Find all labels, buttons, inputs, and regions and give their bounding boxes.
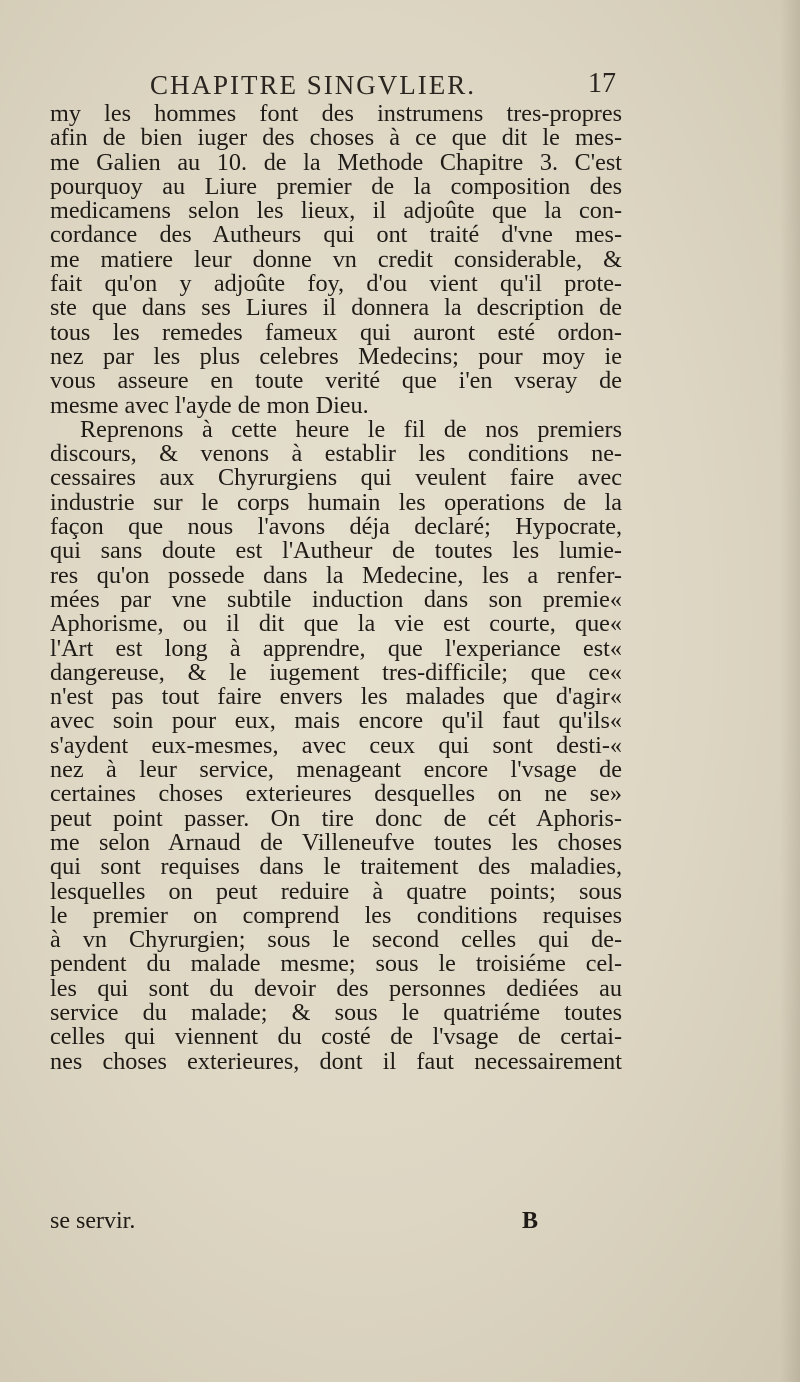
text-line: s'aydent eux-mesmes, avec ceux qui sont desti-« — [50, 731, 622, 759]
text-line: fait qu'on y adjoûte foy, d'ou vient qu'il prote- — [50, 270, 622, 298]
text-line: le premier on comprend les conditions requises — [50, 901, 622, 929]
text-line: me matiere leur donne vn credit considerable, & — [50, 245, 622, 273]
text-line: certaines choses exterieures desquelles on ne se» — [50, 780, 622, 808]
text-line: vous asseure en toute verité que i'en vseray de — [50, 367, 622, 395]
text-line: Reprenons à cette heure le fil de nos premiers — [80, 415, 622, 443]
text-line: discours, & venons à establir les conditions ne- — [50, 440, 622, 468]
text-line: my les hommes font des instrumens tres-propres — [50, 100, 622, 127]
text-line: l'Art est long à apprendre, que l'experiance est« — [50, 634, 622, 662]
body-text — [50, 102, 622, 1074]
text-line: nez par les plus celebres Medecins; pour moy ie — [50, 342, 622, 370]
text-line: Aphorisme, ou il dit que la vie est courte, que« — [50, 610, 622, 638]
text-line: nes choses exterieures, dont il faut necessairement — [50, 1047, 622, 1075]
text-line: nez à leur service, menageant encore l'vsage de — [50, 756, 622, 784]
closing-row — [50, 1208, 622, 1236]
paragraph — [50, 102, 622, 418]
text-line: celles qui viennent du costé de l'vsage de certai- — [50, 1023, 622, 1051]
text-line: mées par vne subtile induction dans son premie« — [50, 585, 622, 613]
text-line: me selon Arnaud de Villeneufve toutes les choses — [50, 828, 622, 856]
text-line: medicamens selon les lieux, il adjoûte que la con- — [50, 197, 622, 225]
text-line: qui sont requises dans le traitement des maladies, — [50, 853, 622, 881]
text-line: mesme avec l'ayde de mon Dieu. — [50, 391, 369, 419]
text-line: pourquoy au Liure premier de la composition des — [50, 172, 622, 200]
text-line: à vn Chyrurgien; sous le second celles qui de- — [50, 926, 622, 954]
text-line: service du malade; & sous le quatriéme toutes — [50, 998, 622, 1026]
text-line: n'est pas tout faire envers les malades que d'agir« — [50, 683, 622, 711]
text-line: façon que nous l'avons déja declaré; Hypocrate, — [50, 513, 622, 541]
paragraph — [50, 415, 622, 1075]
text-line: lesquelles on peut reduire à quatre points; sous — [50, 877, 622, 905]
text-line: afin de bien iuger des choses à ce que dit le mes- — [50, 124, 622, 152]
text-line: peut point passer. On tire donc de cét Aphoris- — [50, 804, 622, 832]
text-line: qui sans doute est l'Autheur de toutes les lumie- — [50, 537, 622, 565]
signature-mark: B — [522, 1208, 539, 1234]
text-line: tous les remedes fameux qui auront esté ordon- — [50, 318, 622, 346]
text-line: cordance des Autheurs qui ont traité d'vne mes- — [50, 221, 622, 249]
text-line: ste que dans ses Liures il donnera la description de — [50, 294, 622, 322]
text-line: avec soin pour eux, mais encore qu'il faut qu'ils« — [50, 707, 622, 735]
text-line: res qu'on possede dans la Medecine, les a renfer- — [50, 561, 622, 589]
text-line: les qui sont du devoir des personnes dediées au — [50, 974, 622, 1002]
text-line: industrie sur le corps humain les operations de la — [50, 488, 622, 516]
text-line: pendent du malade mesme; sous le troisiéme cel- — [50, 950, 622, 978]
text-line: cessaires aux Chyrurgiens qui veulent faire avec — [50, 464, 622, 492]
text-line: dangereuse, & le iugement tres-difficile; que ce« — [50, 658, 622, 686]
text-line: me Galien au 10. de la Methode Chapitre 3. C'est — [50, 148, 622, 176]
final-line: se servir. — [50, 1208, 136, 1234]
running-title: CHAPITRE SINGVLIER. — [150, 70, 476, 100]
page-number: 17 — [588, 68, 616, 99]
